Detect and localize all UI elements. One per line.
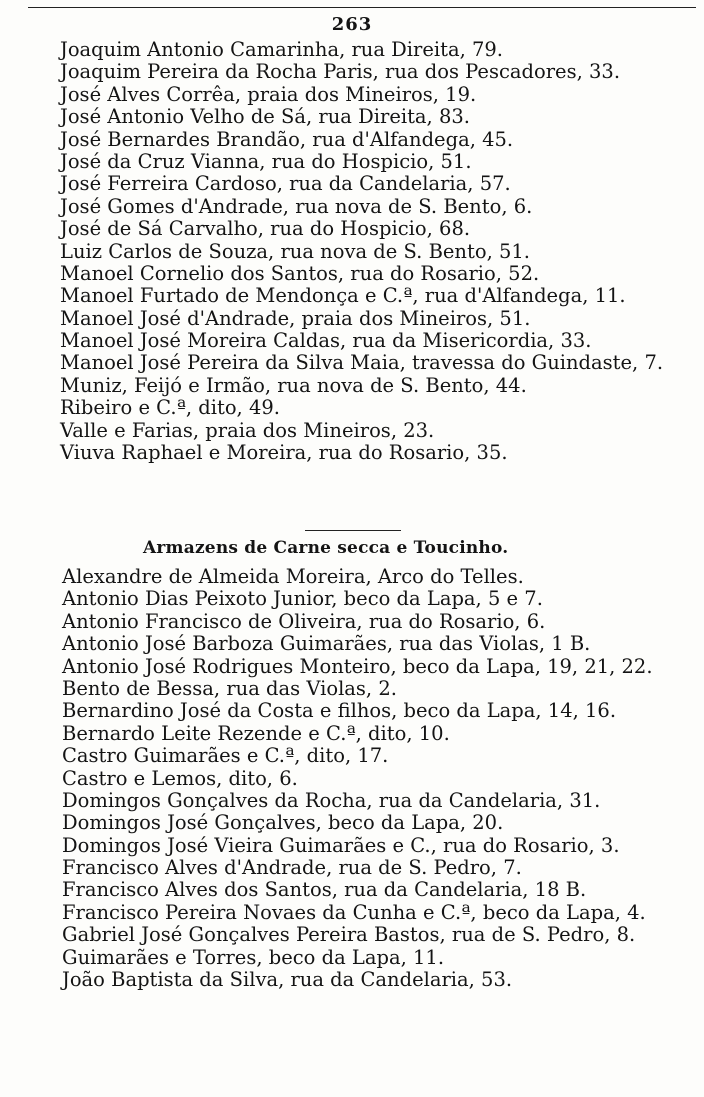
list-item: Luiz Carlos de Souza, rua nova de S. Bento, 51. (60, 239, 530, 263)
list-item: Manoel José d'Andrade, praia dos Mineiros, 51. (60, 306, 531, 330)
list-item: Manoel José Pereira da Silva Maia, travessa do Guindaste, 7. (60, 351, 664, 375)
list-item: Domingos José Gonçalves, beco da Lapa, 20. (62, 811, 504, 835)
list-item: Castro e Lemos, dito, 6. (62, 766, 298, 790)
list-item: Antonio José Rodrigues Monteiro, beco da Lapa, 19, 21, 22. (62, 654, 653, 678)
list-item: Joaquim Antonio Camarinha, rua Direita, 79. (60, 38, 504, 61)
list-item: Alexandre de Almeida Moreira, Arco do Telles. (62, 565, 524, 588)
list-item: Valle e Farias, praia dos Mineiros, 23. (60, 418, 435, 442)
list-item: Domingos José Vieira Guimarães e C., rua do Rosario, 3. (62, 833, 620, 857)
list-item: Manoel Furtado de Mendonça e C.ª, rua d'Alfandega, 11. (60, 284, 626, 308)
list-item: Muniz, Feijó e Irmão, rua nova de S. Bento, 44. (60, 373, 527, 397)
list-item: José Alves Corrêa, praia dos Mineiros, 19. (60, 82, 477, 106)
list-item: Francisco Alves d'Andrade, rua de S. Pedro, 7. (62, 856, 522, 880)
list-item: Viuva Raphael e Moreira, rua do Rosario, 35. (60, 441, 508, 465)
list-item: Ribeiro e C.ª, dito, 49. (60, 396, 280, 420)
list-item: Antonio José Barboza Guimarães, rua das Violas, 1 B. (62, 632, 591, 656)
list-item: Castro Guimarães e C.ª, dito, 17. (62, 744, 389, 768)
top-rule (28, 7, 696, 8)
list-item: Gabriel José Gonçalves Pereira Bastos, rua de S. Pedro, 8. (62, 923, 636, 947)
list-item: Joaquim Pereira da Rocha Paris, rua dos Pescadores, 33. (60, 60, 621, 84)
list-item: José de Sá Carvalho, rua do Hospicio, 68. (60, 217, 471, 241)
list-item: Francisco Alves dos Santos, rua da Candelaria, 18 B. (62, 878, 587, 902)
list-item: Bernardino José da Costa e filhos, beco da Lapa, 14, 16. (62, 699, 617, 723)
list-item: Manoel Cornelio dos Santos, rua do Rosario, 52. (60, 261, 540, 285)
list-item: Bernardo Leite Rezende e C.ª, dito, 10. (62, 721, 450, 745)
list-item: Guimarães e Torres, beco da Lapa, 11. (62, 945, 445, 969)
list-item: José Antonio Velho de Sá, rua Direita, 83. (60, 105, 470, 129)
section-divider (305, 530, 401, 531)
directory-list-merchants (60, 39, 700, 464)
list-item: Manoel José Moreira Caldas, rua da Misericordia, 33. (60, 329, 592, 353)
list-item: José Ferreira Cardoso, rua da Candelaria, 57. (60, 172, 511, 196)
list-item: Domingos Gonçalves da Rocha, rua da Candelaria, 31. (62, 788, 601, 812)
list-item: Antonio Dias Peixoto Junior, beco da Lapa, 5 e 7. (62, 587, 543, 611)
page-number: 263 (331, 14, 373, 35)
directory-list-warehouses (62, 566, 702, 991)
list-item: João Baptista da Silva, rua da Candelaria, 53. (62, 968, 513, 992)
list-item: Bento de Bessa, rua das Violas, 2. (62, 676, 397, 700)
list-item: José Gomes d'Andrade, rua nova de S. Bento, 6. (60, 194, 533, 218)
list-item: Antonio Francisco de Oliveira, rua do Rosario, 6. (62, 609, 546, 633)
list-item: José Bernardes Brandão, rua d'Alfandega, 45. (60, 127, 514, 151)
list-item: José da Cruz Vianna, rua do Hospicio, 51. (60, 149, 472, 173)
section-heading: Armazens de Carne secca e Toucinho. (143, 538, 509, 558)
list-item: Francisco Pereira Novaes da Cunha e C.ª, beco da Lapa, 4. (62, 900, 646, 924)
